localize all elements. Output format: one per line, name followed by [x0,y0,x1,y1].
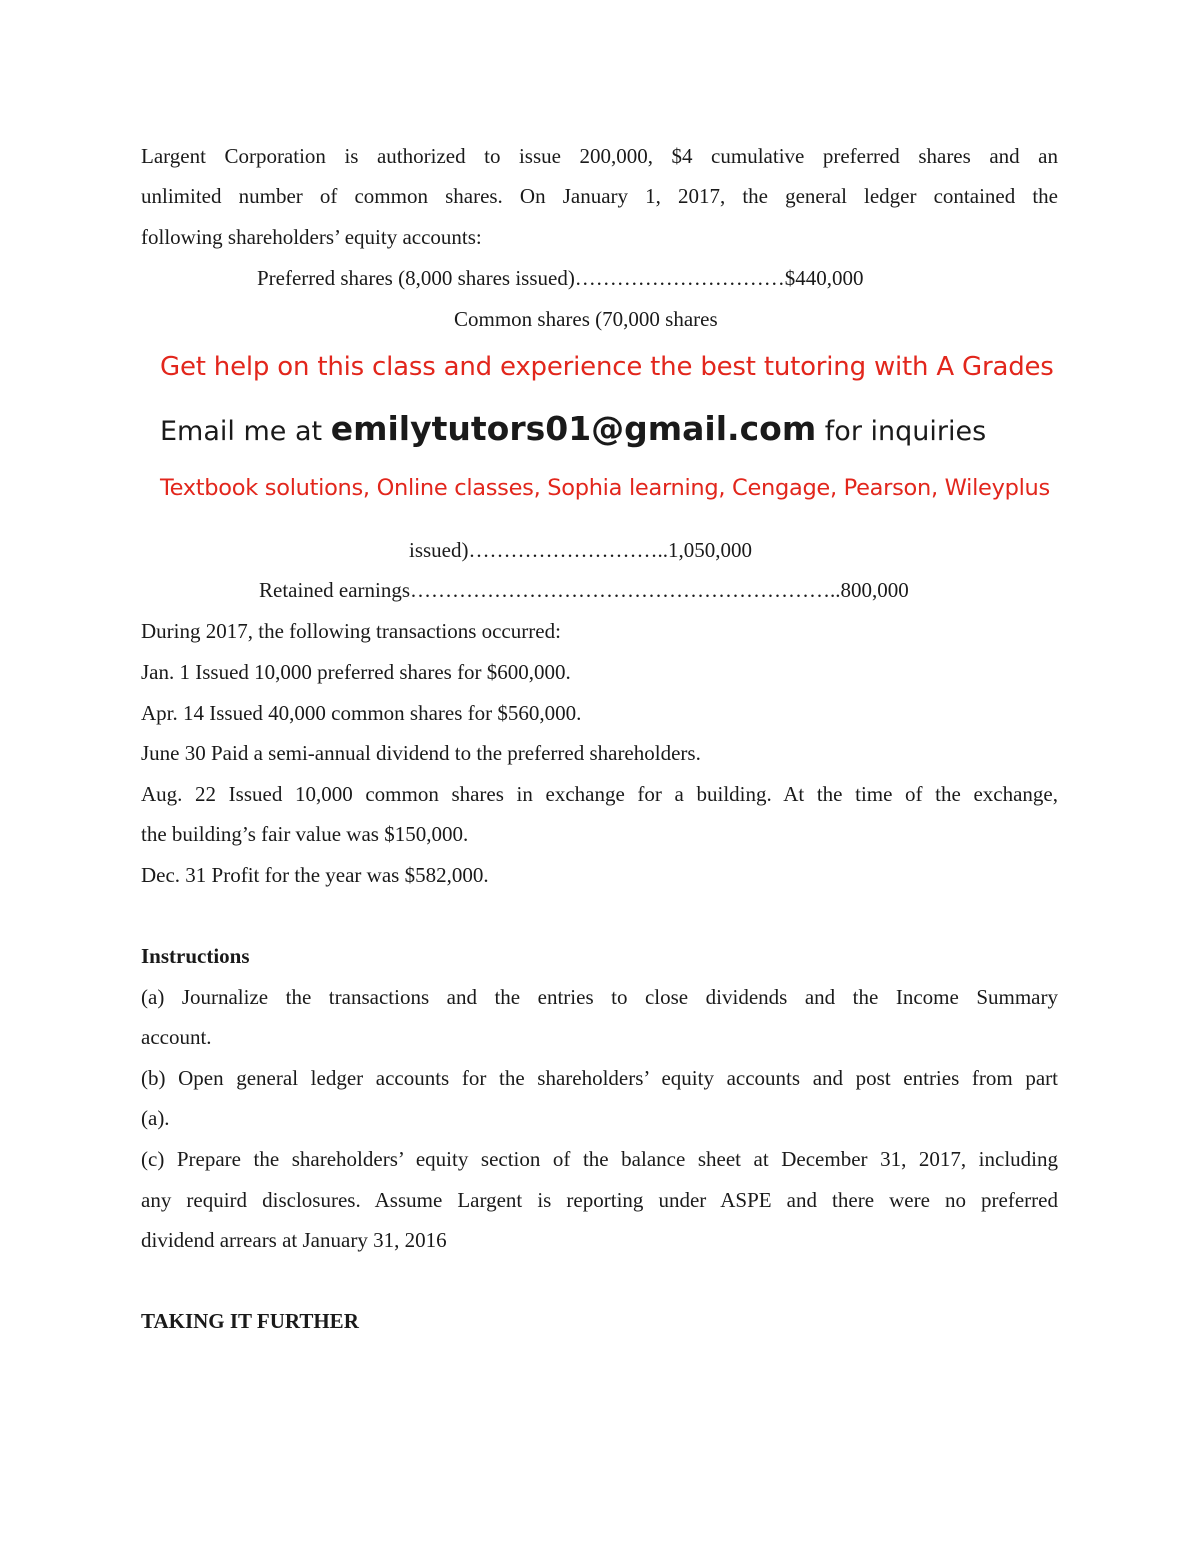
promo-headline: Get help on this class and experience the best tutoring with A Grades [160,352,1054,382]
promo-services: Textbook solutions, Online classes, Sophia learning, Cengage, Pearson, Wileyplus [160,475,1050,501]
instruction-b-line-1: (b) Open general ledger accounts for the shareholders’ equity accounts and post entries from part [141,1066,1058,1090]
instruction-a-line-1: (a) Journalize the transactions and the entries to close dividends and the Income Summary [141,985,1058,1009]
intro-line-3: following shareholders’ equity accounts: [141,225,482,249]
transaction-aug-line-2: the building’s fair value was $150,000. [141,822,469,846]
promo-email-prefix: Email me at [160,416,331,447]
account-common-part1: Common shares (70,000 shares [454,307,718,331]
transaction-apr: Apr. 14 Issued 40,000 common shares for $560,000. [141,701,582,725]
account-common-part2: issued)………………………..1,050,000 [409,538,752,562]
transaction-dec: Dec. 31 Profit for the year was $582,000. [141,863,489,887]
instruction-c-line-3: dividend arrears at January 31, 2016 [141,1228,447,1252]
instructions-heading: Instructions [141,944,250,968]
transaction-june: June 30 Paid a semi-annual dividend to the preferred shareholders. [141,741,701,765]
promo-email-line [160,408,986,453]
transactions-intro: During 2017, the following transactions occurred: [141,619,561,643]
instruction-c-line-1: (c) Prepare the shareholders’ equity section of the balance sheet at December 31, 2017, including [141,1147,1058,1171]
promo-email-address: emilytutors01@gmail.com [330,409,817,448]
taking-it-further-heading: TAKING IT FURTHER [141,1309,359,1333]
instruction-b-line-2: (a). [141,1106,170,1130]
instruction-a-line-2: account. [141,1025,212,1049]
account-retained-earnings: Retained earnings……………………………………………………..800,000 [259,578,909,602]
promo-email-suffix: for inquiries [816,416,987,447]
instruction-c-line-2: any requird disclosures. Assume Largent is reporting under ASPE and there were no preferred [141,1188,1058,1212]
intro-line-1: Largent Corporation is authorized to issue 200,000, $4 cumulative preferred shares and an [141,144,1058,168]
intro-line-2: unlimited number of common shares. On January 1, 2017, the general ledger contained the [141,184,1058,208]
transaction-jan: Jan. 1 Issued 10,000 preferred shares for $600,000. [141,660,571,684]
transaction-aug-line-1: Aug. 22 Issued 10,000 common shares in exchange for a building. At the time of the exchange, [141,782,1058,806]
account-preferred: Preferred shares (8,000 shares issued)…………………………$440,000 [257,266,864,290]
